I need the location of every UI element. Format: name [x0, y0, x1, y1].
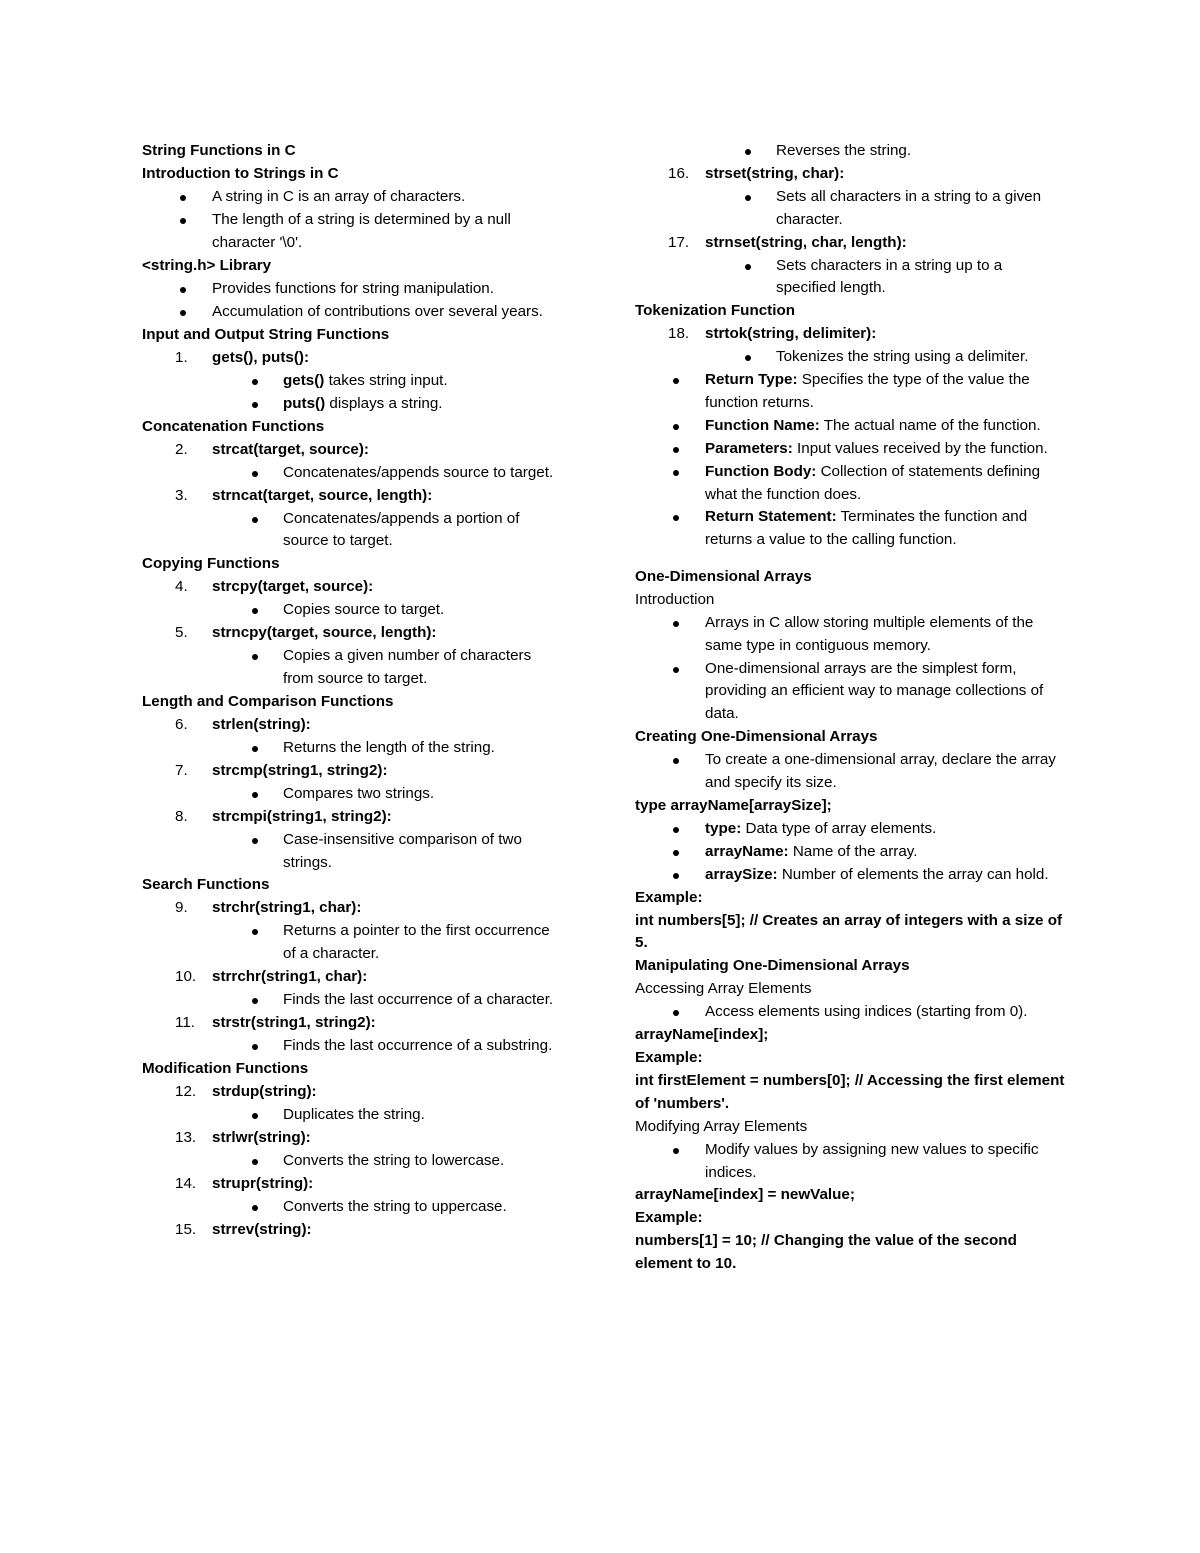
page-title: String Functions in C [142, 142, 296, 159]
list-item: Provides functions for string manipulation. [142, 278, 562, 301]
bullet-icon [673, 447, 679, 453]
bullet-icon [673, 515, 679, 521]
list-item: Finds the last occurrence of a character. [142, 989, 562, 1012]
list-item: Concatenates/appends source to target. [142, 462, 562, 485]
list-item: Accumulation of contributions over several years. [142, 301, 562, 324]
list-item: Reverses the string. [635, 140, 1065, 163]
section-heading: Introduction to Strings in C [142, 165, 339, 182]
list-item: Converts the string to uppercase. [142, 1196, 562, 1219]
bullet-icon [673, 470, 679, 476]
section-heading: Concatenation Functions [142, 417, 325, 435]
list-item: Arrays in C allow storing multiple elements of the same type in contiguous memory. [635, 612, 1065, 658]
section-heading: Tokenization Function [635, 302, 796, 320]
function-item: 16. strset(string, char): [668, 165, 845, 182]
code-line: type arrayName[arraySize]; [635, 796, 832, 814]
function-item: 13. strlwr(string): [175, 1128, 311, 1146]
list-item: Parameters: Input values received by the function. [635, 438, 1065, 461]
function-item: 9. strchr(string1, char): [175, 899, 362, 917]
list-item: arrayName: Name of the array. [635, 841, 1065, 864]
list-item: Tokenizes the string using a delimiter. [635, 346, 1065, 369]
section-heading: Manipulating One-Dimensional Arrays [635, 957, 910, 975]
bullet-icon [252, 517, 258, 523]
list-item: gets() takes string input. [142, 370, 562, 393]
bullet-icon [673, 1010, 679, 1016]
section-heading: Modification Functions [142, 1059, 309, 1077]
function-item: 7. strcmp(string1, string2): [175, 761, 388, 779]
list-item: Modify values by assigning new values to specific indices. [635, 1139, 1065, 1185]
right-column [635, 140, 1065, 1276]
list-item: puts() displays a string. [142, 393, 562, 416]
function-item: 15. strrev(string): [175, 1220, 312, 1238]
bullet-icon [673, 1148, 679, 1154]
bullet-icon [252, 1205, 258, 1211]
bullet-icon [180, 287, 186, 293]
list-item: arraySize: Number of elements the array can hold. [635, 864, 1065, 887]
bullet-icon [252, 608, 258, 614]
example-label: Example: [635, 888, 703, 906]
left-column [142, 140, 562, 1242]
bullet-icon [673, 827, 679, 833]
section-heading: Input and Output String Functions [142, 325, 390, 343]
function-item: 3. strncat(target, source, length): [175, 486, 433, 504]
bullet-icon [745, 355, 751, 361]
function-item: 17. strnset(string, char, length): [668, 233, 907, 251]
list-item: Return Statement: Terminates the function and returns a value to the calling function. [635, 506, 1065, 552]
function-item: 12. strdup(string): [175, 1082, 317, 1100]
function-item: 1. gets(), puts(): [175, 348, 310, 366]
bullet-icon [673, 424, 679, 430]
bullet-icon [673, 667, 679, 673]
bullet-icon [745, 195, 751, 201]
bullet-icon [673, 873, 679, 879]
bullet-icon [673, 758, 679, 764]
bullet-icon [745, 264, 751, 270]
list-item: Returns a pointer to the first occurrence of a character. [142, 920, 562, 966]
subsection-heading: Modifying Array Elements [635, 1117, 808, 1135]
bullet-icon [252, 402, 258, 408]
list-item: Sets all characters in a string to a given character. [635, 186, 1065, 232]
function-item: 8. strcmpi(string1, string2): [175, 807, 392, 825]
list-item: A string in C is an array of characters. [142, 186, 562, 209]
code-line: int firstElement = numbers[0]; // Accessing the first element of 'numbers'. [635, 1072, 1065, 1112]
bullet-icon [745, 149, 751, 155]
bullet-icon [252, 471, 258, 477]
function-item: 5. strncpy(target, source, length): [175, 624, 437, 642]
bullet-icon [673, 621, 679, 627]
list-item: To create a one-dimensional array, declare the array and specify its size. [635, 749, 1065, 795]
section-heading: One-Dimensional Arrays [635, 567, 812, 585]
bullet-icon [252, 1159, 258, 1165]
bullet-icon [252, 1044, 258, 1050]
code-line: arrayName[index] = newValue; [635, 1186, 855, 1204]
list-item: Return Type: Specifies the type of the value the function returns. [635, 369, 1065, 415]
bullet-icon [252, 654, 258, 660]
bullet-icon [252, 379, 258, 385]
section-heading: <string.h> Library [142, 256, 272, 274]
list-item: Finds the last occurrence of a substring. [142, 1035, 562, 1058]
function-item: 6. strlen(string): [175, 715, 311, 733]
bullet-icon [180, 195, 186, 201]
list-item: Copies a given number of characters from source to target. [142, 645, 562, 691]
list-item: type: Data type of array elements. [635, 818, 1065, 841]
list-item: Compares two strings. [142, 783, 562, 806]
function-item: 18. strtok(string, delimiter): [668, 325, 877, 343]
function-item: 10. strrchr(string1, char): [175, 967, 368, 985]
list-item: The length of a string is determined by a null character '\0'. [142, 209, 562, 255]
example-label: Example: [635, 1049, 703, 1067]
section-heading: Introduction [635, 590, 715, 608]
list-item: Case-insensitive comparison of two strings. [142, 829, 562, 875]
function-item: 14. strupr(string): [175, 1174, 314, 1192]
list-item: Duplicates the string. [142, 1104, 562, 1127]
code-line: int numbers[5]; // Creates an array of integers with a size of 5. [635, 911, 1063, 952]
code-line: numbers[1] = 10; // Changing the value of the second element to 10. [635, 1232, 1017, 1273]
list-item: Sets characters in a string up to a specified length. [635, 255, 1065, 301]
list-item: One-dimensional arrays are the simplest form, providing an efficient way to manage collections of data. [635, 658, 1065, 726]
bullet-icon [252, 838, 258, 844]
section-heading: Copying Functions [142, 555, 280, 573]
list-item: Returns the length of the string. [142, 737, 562, 760]
bullet-icon [180, 218, 186, 224]
section-heading: Creating One-Dimensional Arrays [635, 727, 878, 745]
list-item: Function Body: Collection of statements defining what the function does. [635, 461, 1065, 507]
list-item: Access elements using indices (starting from 0). [635, 1001, 1065, 1024]
section-heading: Search Functions [142, 876, 270, 894]
bullet-icon [252, 792, 258, 798]
example-label: Example: [635, 1209, 703, 1227]
list-item: Function Name: The actual name of the function. [635, 415, 1065, 438]
bullet-icon [673, 850, 679, 856]
bullet-icon [180, 310, 186, 316]
subsection-heading: Accessing Array Elements [635, 980, 812, 998]
bullet-icon [252, 998, 258, 1004]
list-item: Converts the string to lowercase. [142, 1150, 562, 1173]
section-heading: Length and Comparison Functions [142, 692, 394, 710]
code-line: arrayName[index]; [635, 1026, 769, 1044]
bullet-icon [252, 746, 258, 752]
bullet-icon [252, 929, 258, 935]
function-item: 4. strcpy(target, source): [175, 578, 374, 596]
bullet-icon [252, 1113, 258, 1119]
function-item: 2. strcat(target, source): [175, 440, 369, 458]
function-item: 11. strstr(string1, string2): [175, 1013, 376, 1031]
list-item: Concatenates/appends a portion of source to target. [142, 508, 562, 554]
bullet-icon [673, 378, 679, 384]
list-item: Copies source to target. [142, 599, 562, 622]
